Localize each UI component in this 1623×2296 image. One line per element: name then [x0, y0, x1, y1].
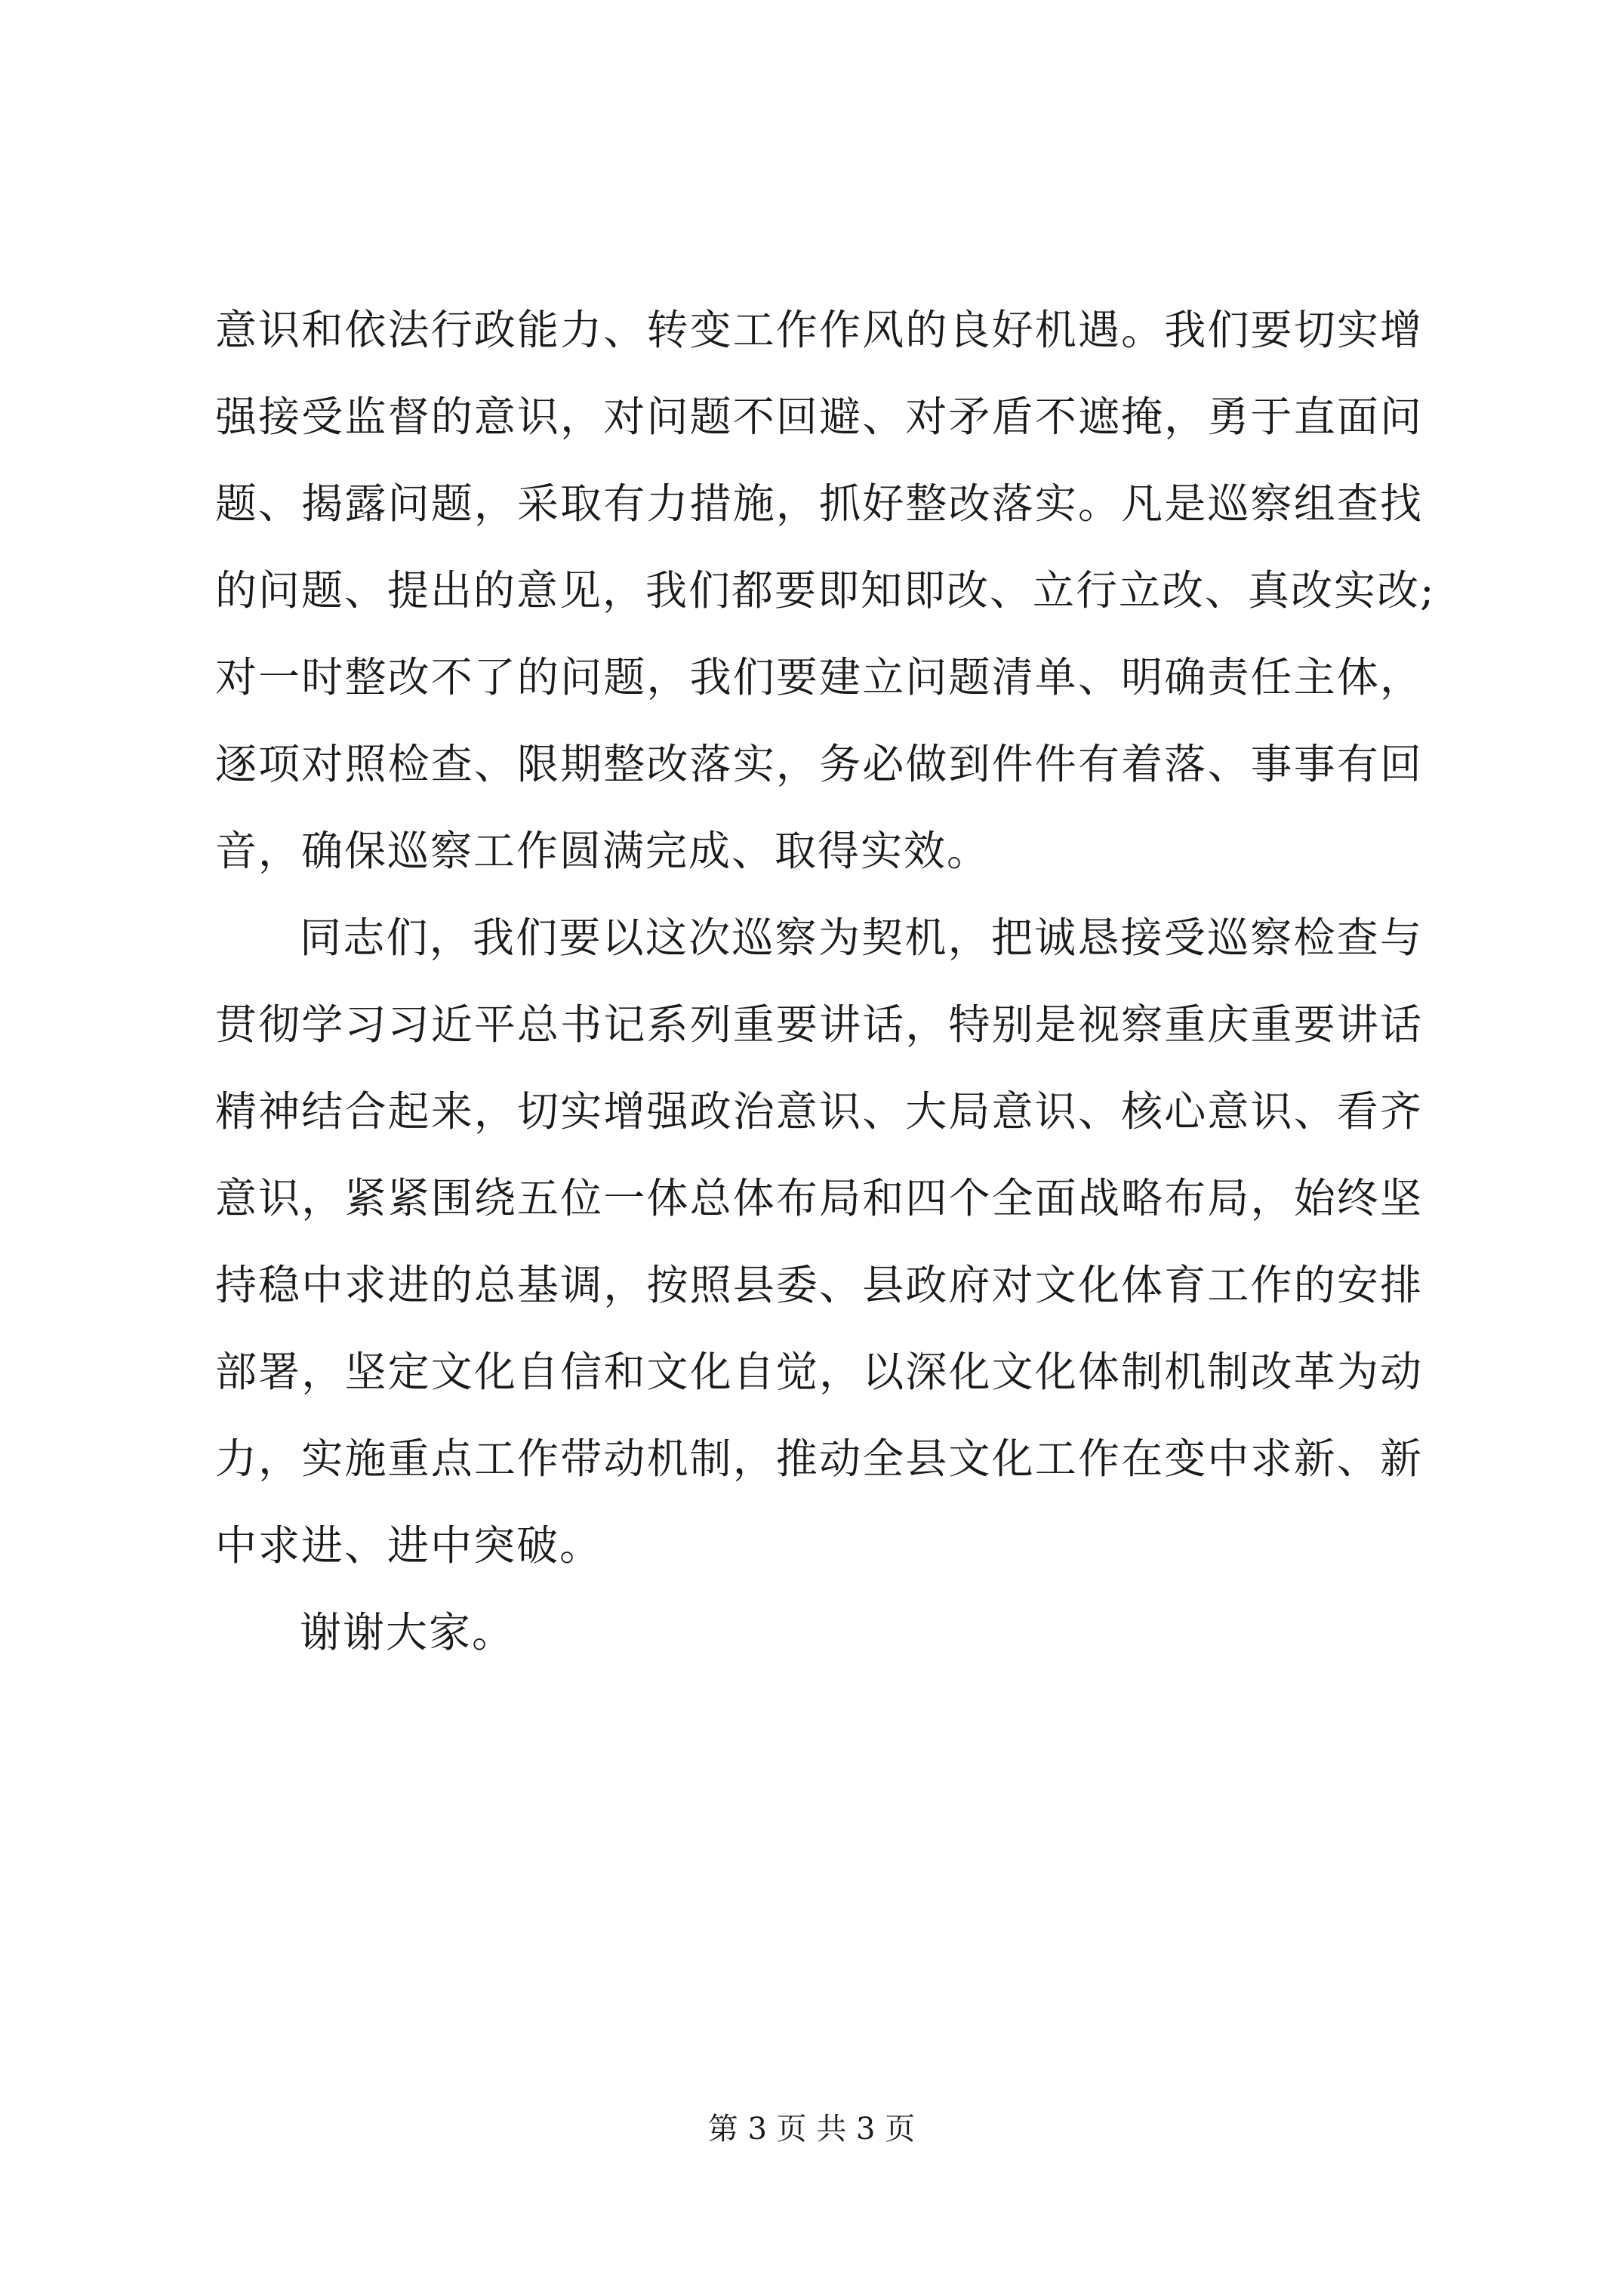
paragraph-1-line-7: 音，确保巡察工作圆满完成、取得实效。: [215, 827, 990, 875]
paragraph-2-line-8: 中求进、进中突破。: [215, 1521, 603, 1570]
paragraph-2-line-2: 贯彻学习习近平总书记系列重要讲话，特别是视察重庆重要讲话: [215, 1000, 1423, 1049]
document-body: [215, 287, 1436, 1676]
paragraph-2-line-4: 意识，紧紧围绕五位一体总体布局和四个全面战略布局，始终坚: [215, 1174, 1423, 1222]
paragraph-2-line-1: 同志们，我们要以这次巡察为契机，把诚恳接受巡察检查与: [300, 914, 1423, 962]
paragraph-1-line-6: 逐项对照检查、限期整改落实，务必做到件件有着落、事事有回: [215, 740, 1423, 788]
paragraph-1-line-1: 意识和依法行政能力、转变工作作风的良好机遇。我们要切实增: [215, 306, 1423, 354]
paragraph-3-line-1: 谢谢大家。: [300, 1608, 516, 1657]
paragraph-1-line-3: 题、揭露问题，采取有力措施，抓好整改落实。凡是巡察组查找: [215, 479, 1423, 528]
paragraph-2-line-7: 力，实施重点工作带动机制，推动全县文化工作在变中求新、新: [215, 1435, 1423, 1483]
paragraph-2-line-5: 持稳中求进的总基调，按照县委、县政府对文化体育工作的安排: [215, 1261, 1423, 1309]
paragraph-1-line-5: 对一时整改不了的问题，我们要建立问题清单、明确责任主体，: [215, 653, 1423, 701]
page-number-footer: 第 3 页 共 3 页: [707, 2112, 916, 2147]
paragraph-1-line-2: 强接受监督的意识，对问题不回避、对矛盾不遮掩，勇于直面问: [215, 393, 1423, 441]
paragraph-1-line-4: 的问题、提出的意见，我们都要即知即改、立行立改、真改实改;: [215, 566, 1436, 615]
paragraph-2-line-3: 精神结合起来，切实增强政治意识、大局意识、核心意识、看齐: [215, 1087, 1423, 1136]
paragraph-2-line-6: 部署，坚定文化自信和文化自觉，以深化文化体制机制改革为动: [215, 1348, 1423, 1396]
